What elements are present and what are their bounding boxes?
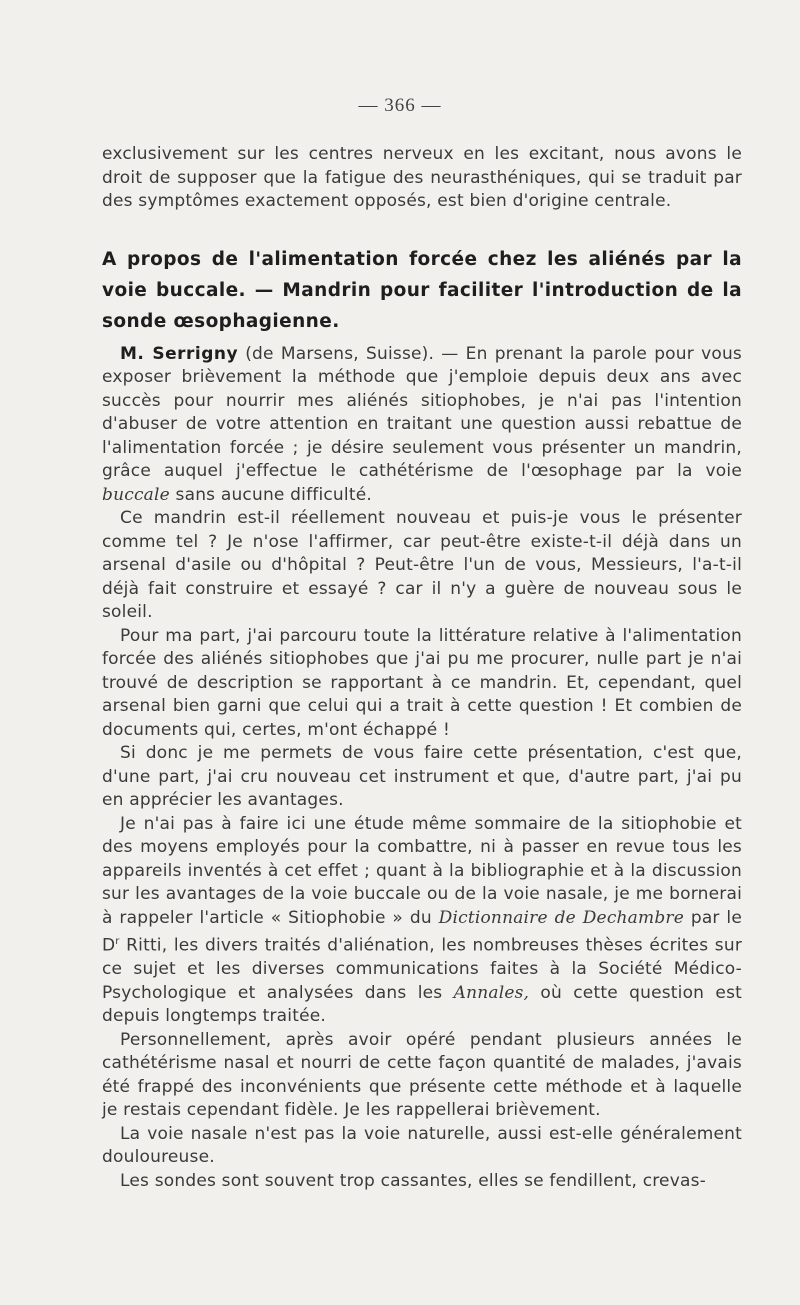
dictionary-title: Dictionnaire de Dechambre bbox=[438, 907, 685, 928]
body-paragraph: La voie nasale n'est pas la voie naturelle, aussi est-elle généralement douloureuse. bbox=[102, 1123, 742, 1168]
opening-paragraph: exclusivement sur les centres nerveux en les excitant, nous avons le droit de supposer que la fatigue des neurasthéniques, qui se traduit par des symptômes exactement opposés, est bien d'origine centrale. bbox=[102, 144, 742, 211]
page-body bbox=[102, 143, 742, 1193]
body-paragraph: Si donc je me permets de vous faire cette présentation, c'est que, d'une part, j'ai cru nouveau cet instrument et que, d'autre part, j'ai pu en apprécier les avantages. bbox=[102, 743, 742, 810]
section-heading: A propos de l'alimentation forcée chez les aliénés par la voie buccale. — Mandrin pour faciliter l'introduction de la sonde œsophagienne. bbox=[102, 248, 742, 332]
reference-text: Ritti, les divers traités d'aliénation, les nombreuses thèses écrites sur ce sujet et les diverses communications faites à la Société Médico-Psychologique et analysées dans les bbox=[102, 935, 743, 1003]
superscript: r bbox=[115, 936, 120, 947]
speaker-text-end: sans aucune difficulté. bbox=[175, 484, 372, 505]
body-paragraph: Les sondes sont souvent trop cassantes, elles se fendillent, crevas- bbox=[120, 1170, 706, 1191]
reference-text: Je n'ai pas à faire ici une étude même sommaire de la sitiophobie et des moyens employés pour la combattre, ni à passer en revue tous les appareils inventés à cet effet ; quant à la bibliographie et à la discussion sur les avantages de la voie buccale ou de la voie nasale, je me bornerai à rappeler l'article « Sitiophobie » du bbox=[102, 813, 742, 928]
body-paragraph: Personnellement, après avoir opéré pendant plusieurs années le cathétérisme nasal et nourri de cette façon quantité de malades, j'avais été frappé des inconvénients que présente cette méthode et à laquelle je restais cependant fidèle. Je les rappellerai brièvement. bbox=[102, 1029, 742, 1121]
speaker-text: — En prenant la parole pour vous exposer brièvement la méthode que j'emploie depuis deux ans avec succès pour nourrir mes aliénés sitiophobes, je n'ai pas l'intention d'abuser de votre attention en traitant une question aussi rebattue de l'alimentation forcée ; je désire seulement vous présenter un mandrin, grâce auquel j'effectue le cathétérisme de l'œsophage par la voie bbox=[102, 343, 742, 481]
speaker-name: M. Serrigny bbox=[120, 343, 239, 364]
speaker-affiliation: (de Marsens, Suisse). bbox=[245, 343, 435, 364]
speaker-paragraph bbox=[102, 343, 742, 508]
reference-paragraph bbox=[102, 813, 742, 1029]
journal-title: Annales, bbox=[453, 982, 530, 1003]
body-paragraph: Pour ma part, j'ai parcouru toute la littérature relative à l'alimentation forcée des aliénés sitiophobes que j'ai pu me procurer, nulle part je n'ai trouvé de description se rapportant à ce mandrin. Et, cependant, quel arsenal bien garni que celui qui a trait à cette question ! Et combien de documents qui, certes, m'ont échappé ! bbox=[102, 625, 742, 740]
body-paragraph: Ce mandrin est-il réellement nouveau et puis-je vous le présenter comme tel ? Je n'ose l'affirmer, car peut-être existe-t-il déjà dans un arsenal d'asile ou d'hôpital ? Peut-être l'un de vous, Messieurs, l'a-t-il déjà fait construire et essayé ? car il n'y a guère de nouveau sous le soleil. bbox=[102, 508, 742, 622]
italic-term: buccale bbox=[102, 484, 170, 505]
reference-text: où cette question est depuis longtemps traitée. bbox=[102, 982, 743, 1027]
reference-text: par le D bbox=[102, 907, 743, 956]
page-number: — 366 — bbox=[358, 95, 442, 116]
